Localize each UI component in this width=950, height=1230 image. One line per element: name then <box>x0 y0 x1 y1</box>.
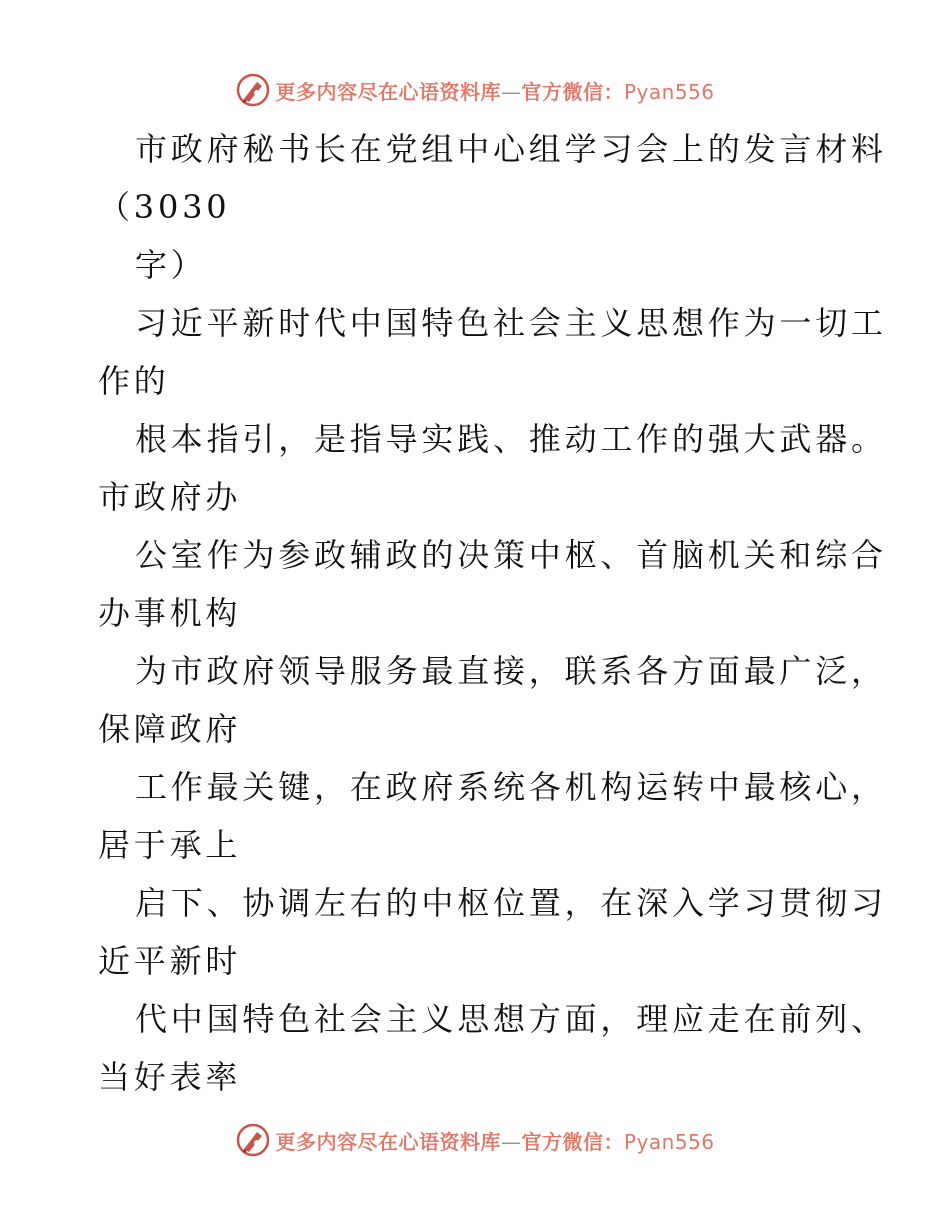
body-line: 居于承上 <box>98 826 242 864</box>
body-line: 保障政府 <box>98 710 242 748</box>
title-line: （3030 <box>98 188 231 226</box>
body-line: 根本指引，是指导实践、推动工作的强大武器。 <box>135 420 887 458</box>
body-line: 启下、协调左右的中枢位置，在深入学习贯彻习 <box>135 884 887 922</box>
watermark-separator: — <box>500 1129 522 1154</box>
pen-logo-icon <box>235 1122 271 1158</box>
body-line: 市政府办 <box>98 478 242 516</box>
footer-watermark <box>0 1120 950 1160</box>
header-watermark <box>0 70 950 110</box>
body-line: 办事机构 <box>98 594 242 632</box>
body-line: 近平新时 <box>98 942 242 980</box>
watermark-main: 更多内容尽在心语资料库 <box>275 79 501 104</box>
body-line: 作的 <box>98 362 170 400</box>
watermark-label: 官方微信： <box>521 79 624 104</box>
pen-logo-icon <box>235 72 271 108</box>
body-line: 为市政府领导服务最直接，联系各方面最广泛， <box>135 652 887 690</box>
title-line: 市政府秘书长在党组中心组学习会上的发言材料 <box>135 130 887 168</box>
body-line: 当好表率 <box>98 1058 242 1096</box>
body-line: 代中国特色社会主义思想方面，理应走在前列、 <box>135 1000 887 1038</box>
watermark-text <box>275 1126 714 1155</box>
watermark-text <box>275 76 714 105</box>
watermark-main: 更多内容尽在心语资料库 <box>275 1129 501 1154</box>
watermark-separator: — <box>500 79 522 104</box>
watermark-label: 官方微信： <box>521 1129 624 1154</box>
title-line: 字） <box>135 246 207 284</box>
watermark-id: Pyan556 <box>623 79 715 104</box>
body-line: 工作最关键，在政府系统各机构运转中最核心， <box>135 768 887 806</box>
body-line: 公室作为参政辅政的决策中枢、首脑机关和综合 <box>135 536 887 574</box>
body-line: 习近平新时代中国特色社会主义思想作为一切工 <box>135 304 887 342</box>
watermark-id: Pyan556 <box>623 1129 715 1154</box>
